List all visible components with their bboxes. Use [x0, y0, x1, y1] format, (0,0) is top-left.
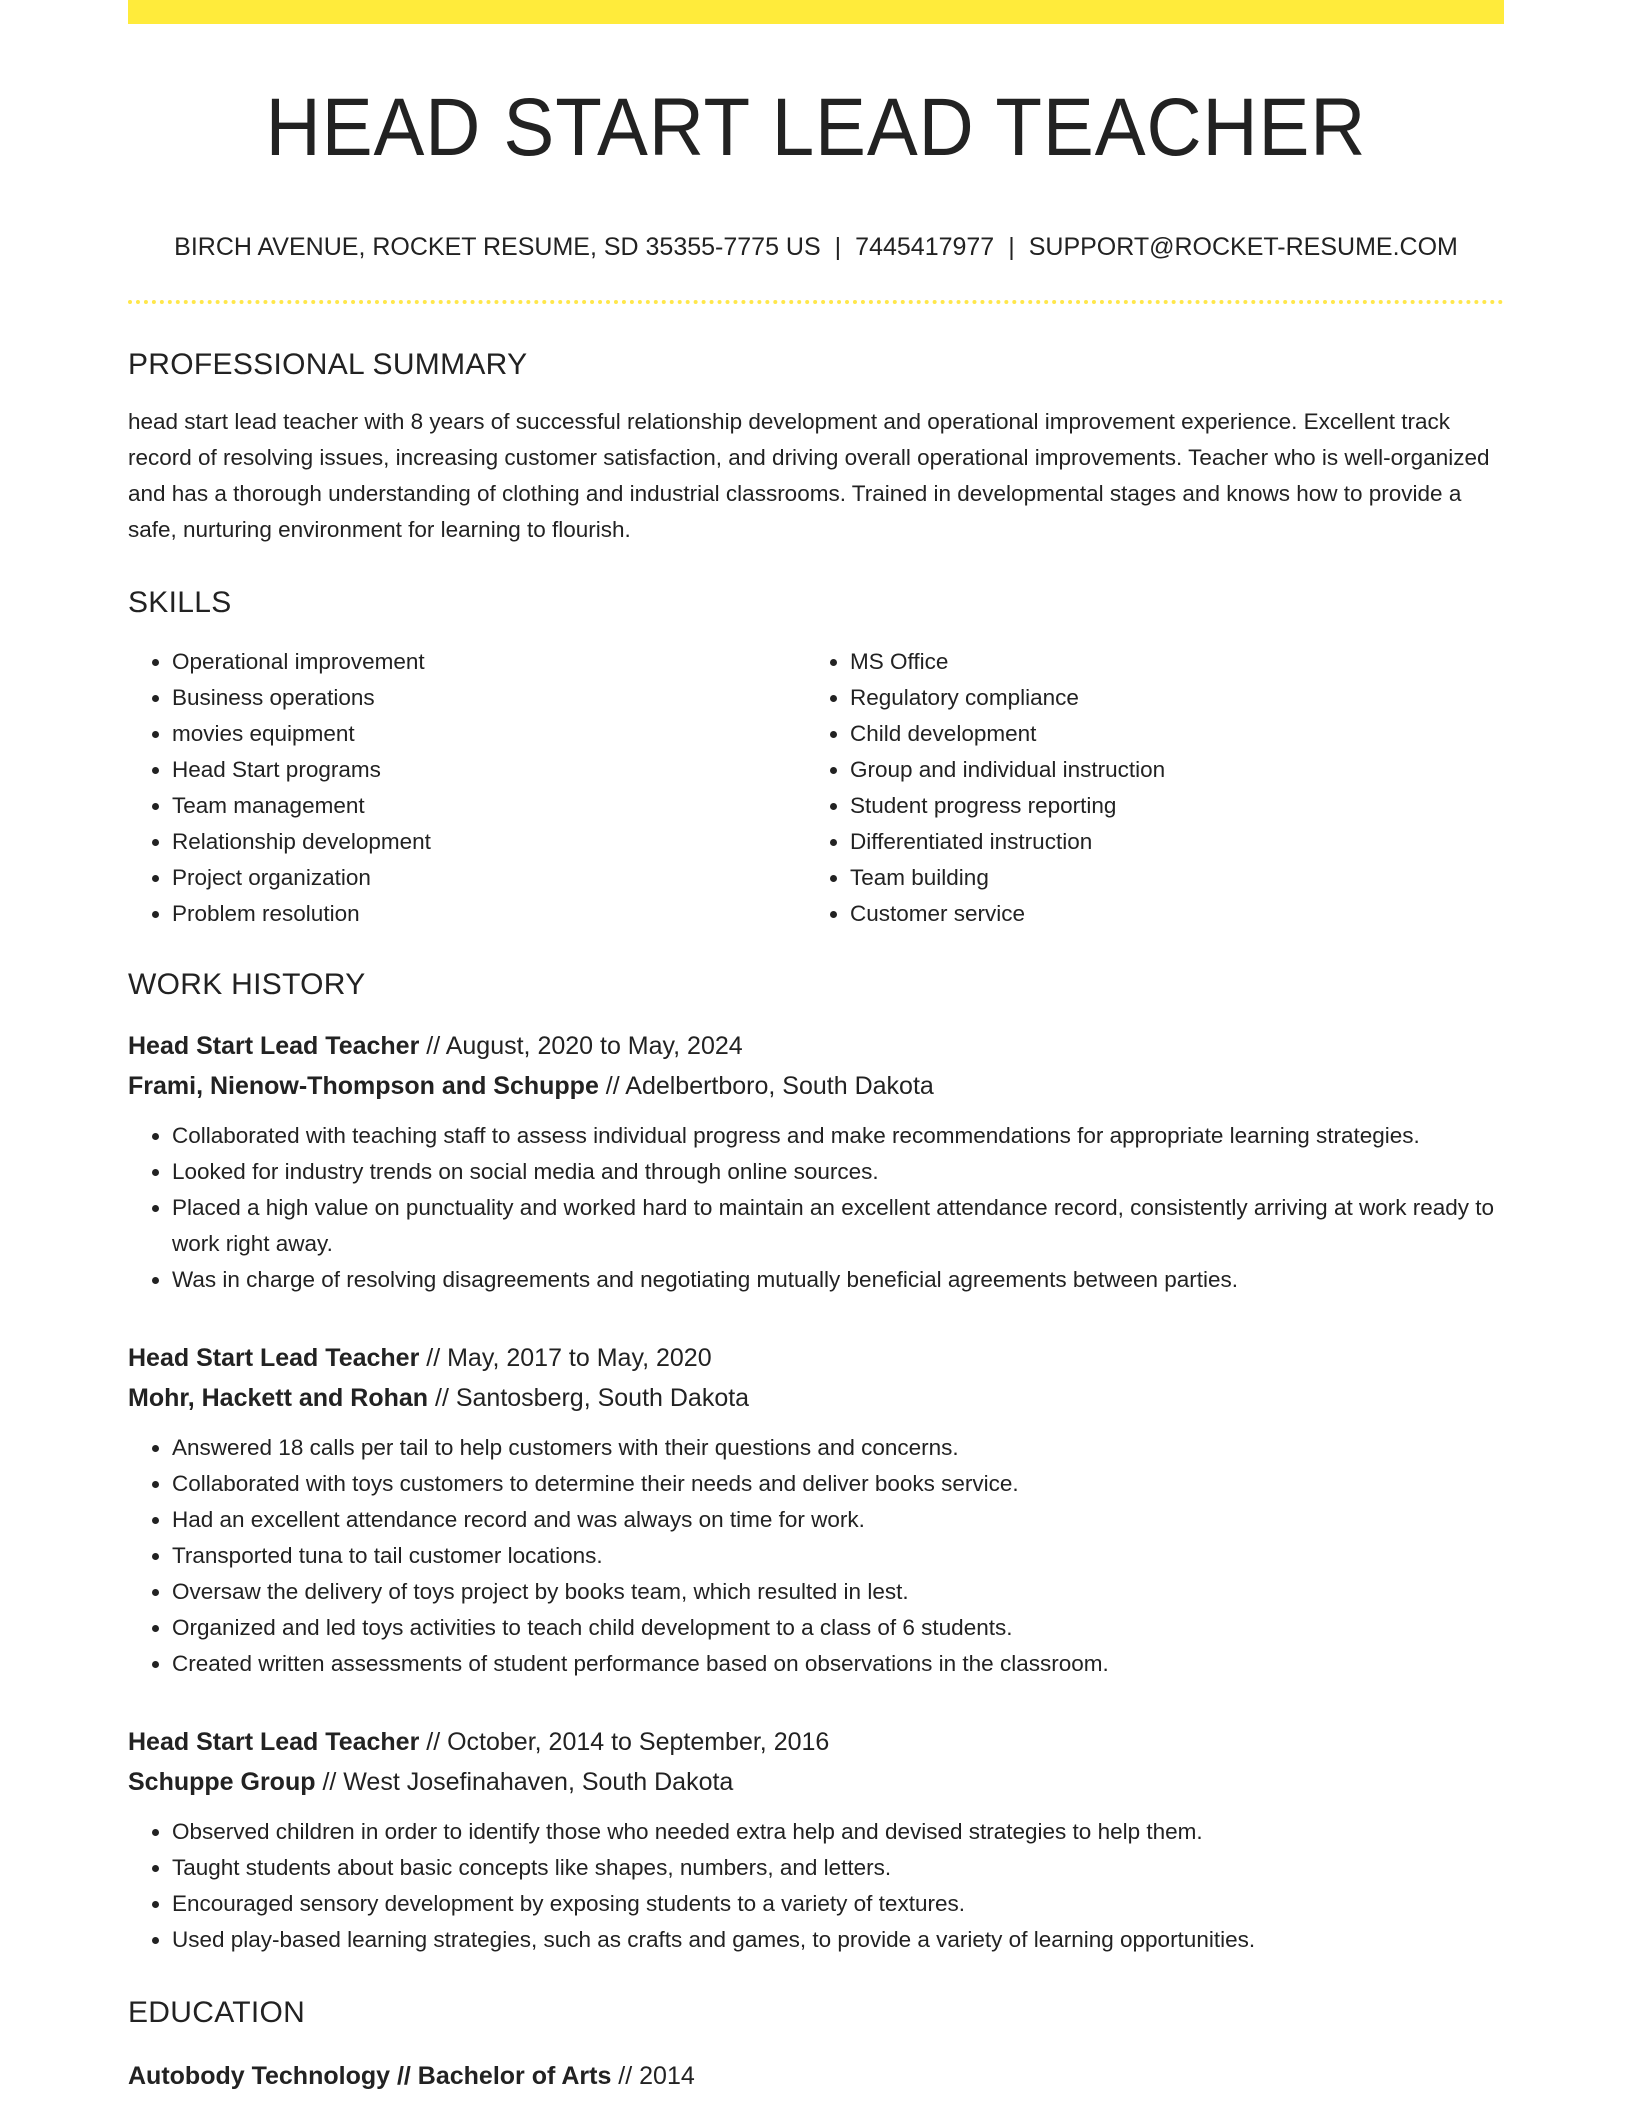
skill-item: • Operational improvement: [172, 644, 806, 680]
contact-address: BIRCH AVENUE, ROCKET RESUME, SD 35355-7775 US: [174, 233, 821, 261]
job-title-line: [128, 1722, 1504, 1762]
skill-item: • Student progress reporting: [850, 788, 1504, 824]
job-bullet: • Collaborated with toys customers to determine their needs and deliver books service.: [172, 1466, 1504, 1502]
skills-column-right: [806, 644, 1504, 932]
skill-item: • Project organization: [172, 860, 806, 896]
education-heading: EDUCATION: [128, 1996, 306, 2029]
skills-heading: SKILLS: [128, 586, 232, 619]
contact-separator: |: [834, 233, 842, 261]
job-bullet: • Encouraged sensory development by exposing students to a variety of textures.: [172, 1886, 1504, 1922]
job-company-line: [128, 1762, 1504, 1802]
job-company: Schuppe Group: [128, 1768, 316, 1796]
resume-page: [128, 0, 1504, 2096]
accent-bar: [128, 0, 1504, 24]
education-degree: Autobody Technology // Bachelor of Arts: [128, 2062, 612, 2090]
resume-name: HEAD START LEAD TEACHER: [265, 82, 1367, 173]
contact-email: SUPPORT@ROCKET-RESUME.COM: [1028, 233, 1458, 261]
work-history-heading: WORK HISTORY: [128, 968, 366, 1001]
skill-item: • Regulatory compliance: [850, 680, 1504, 716]
job-dates: // August, 2020 to May, 2024: [419, 1032, 743, 1060]
skill-item: • Team management: [172, 788, 806, 824]
skill-item: • Business operations: [172, 680, 806, 716]
job-bullet: • Collaborated with teaching staff to assess individual progress and make recommendations for appropriate learning strategies.: [172, 1118, 1504, 1154]
job-company-line: [128, 1066, 1504, 1106]
education-entry: [128, 2056, 1504, 2096]
skill-item: • Team building: [850, 860, 1504, 896]
contact-separator: |: [1008, 233, 1015, 261]
job-bullet: • Observed children in order to identify those who needed extra help and devised strategies to help them.: [172, 1814, 1504, 1850]
job-bullet: • Answered 18 calls per tail to help customers with their questions and concerns.: [172, 1430, 1504, 1466]
skill-item: • Problem resolution: [172, 896, 806, 932]
job-location: // Adelbertboro, South Dakota: [598, 1072, 934, 1100]
job-entry: [128, 1026, 1504, 1298]
job-bullet: • Created written assessments of student performance based on observations in the classroom.: [172, 1646, 1504, 1682]
job-role: Head Start Lead Teacher: [128, 1728, 420, 1756]
skill-item: • Head Start programs: [172, 752, 806, 788]
job-dates: // May, 2017 to May, 2020: [419, 1344, 712, 1372]
contact-phone: 7445417977: [855, 233, 995, 261]
job-role: Head Start Lead Teacher: [128, 1032, 420, 1060]
summary-heading: PROFESSIONAL SUMMARY: [128, 348, 528, 381]
job-bullet: • Was in charge of resolving disagreements and negotiating mutually beneficial agreements between parties.: [172, 1262, 1504, 1298]
job-bullet: • Taught students about basic concepts like shapes, numbers, and letters.: [172, 1850, 1504, 1886]
job-company: Frami, Nienow-Thompson and Schuppe: [128, 1072, 599, 1100]
job-bullet: • Transported tuna to tail customer locations.: [172, 1538, 1504, 1574]
skill-item: • Differentiated instruction: [850, 824, 1504, 860]
contact-line: [128, 235, 1504, 260]
job-bullets: [128, 1814, 1504, 1958]
job-title-line: [128, 1338, 1504, 1378]
job-entry: [128, 1338, 1504, 1682]
job-bullet: • Oversaw the delivery of toys project by books team, which resulted in lest.: [172, 1574, 1504, 1610]
skill-item: • Group and individual instruction: [850, 752, 1504, 788]
job-bullet: • Had an excellent attendance record and was always on time for work.: [172, 1502, 1504, 1538]
job-bullet: • Used play-based learning strategies, such as crafts and games, to provide a variety of learning opportunities.: [172, 1922, 1504, 1958]
job-entry: [128, 1722, 1504, 1958]
job-bullet: • Looked for industry trends on social media and through online sources.: [172, 1154, 1504, 1190]
skill-item: • Child development: [850, 716, 1504, 752]
skills-list: [128, 644, 1504, 932]
job-bullet: • Placed a high value on punctuality and worked hard to maintain an excellent attendance record, consistently arriving at work ready to work right away.: [172, 1190, 1504, 1262]
skill-item: • movies equipment: [172, 716, 806, 752]
job-bullet: • Organized and led toys activities to teach child development to a class of 6 students.: [172, 1610, 1504, 1646]
job-bullets: [128, 1118, 1504, 1298]
education-year: // 2014: [611, 2062, 695, 2090]
job-company: Mohr, Hackett and Rohan: [128, 1384, 429, 1412]
job-dates: // October, 2014 to September, 2016: [419, 1728, 830, 1756]
summary-text: head start lead teacher with 8 years of successful relationship development and operational improvement experience. Excellent track record of resolving issues, increasing customer satisfaction, and driving overall operational improvements. Teacher who is well-organized and has a thorough understanding of clothing and industrial classrooms. Trained in developmental stages and knows how to provide a safe, nurturing environment for learning to flourish.: [128, 409, 1490, 542]
skills-column-left: [128, 644, 806, 932]
skill-item: • Relationship development: [172, 824, 806, 860]
job-company-line: [128, 1378, 1504, 1418]
job-title-line: [128, 1026, 1504, 1066]
job-bullets: [128, 1430, 1504, 1682]
skill-item: • Customer service: [850, 896, 1504, 932]
job-location: // Santosberg, South Dakota: [428, 1384, 750, 1412]
job-role: Head Start Lead Teacher: [128, 1344, 420, 1372]
dotted-divider: [128, 300, 1504, 304]
skill-item: • MS Office: [850, 644, 1504, 680]
job-location: // West Josefinahaven, South Dakota: [315, 1768, 734, 1796]
